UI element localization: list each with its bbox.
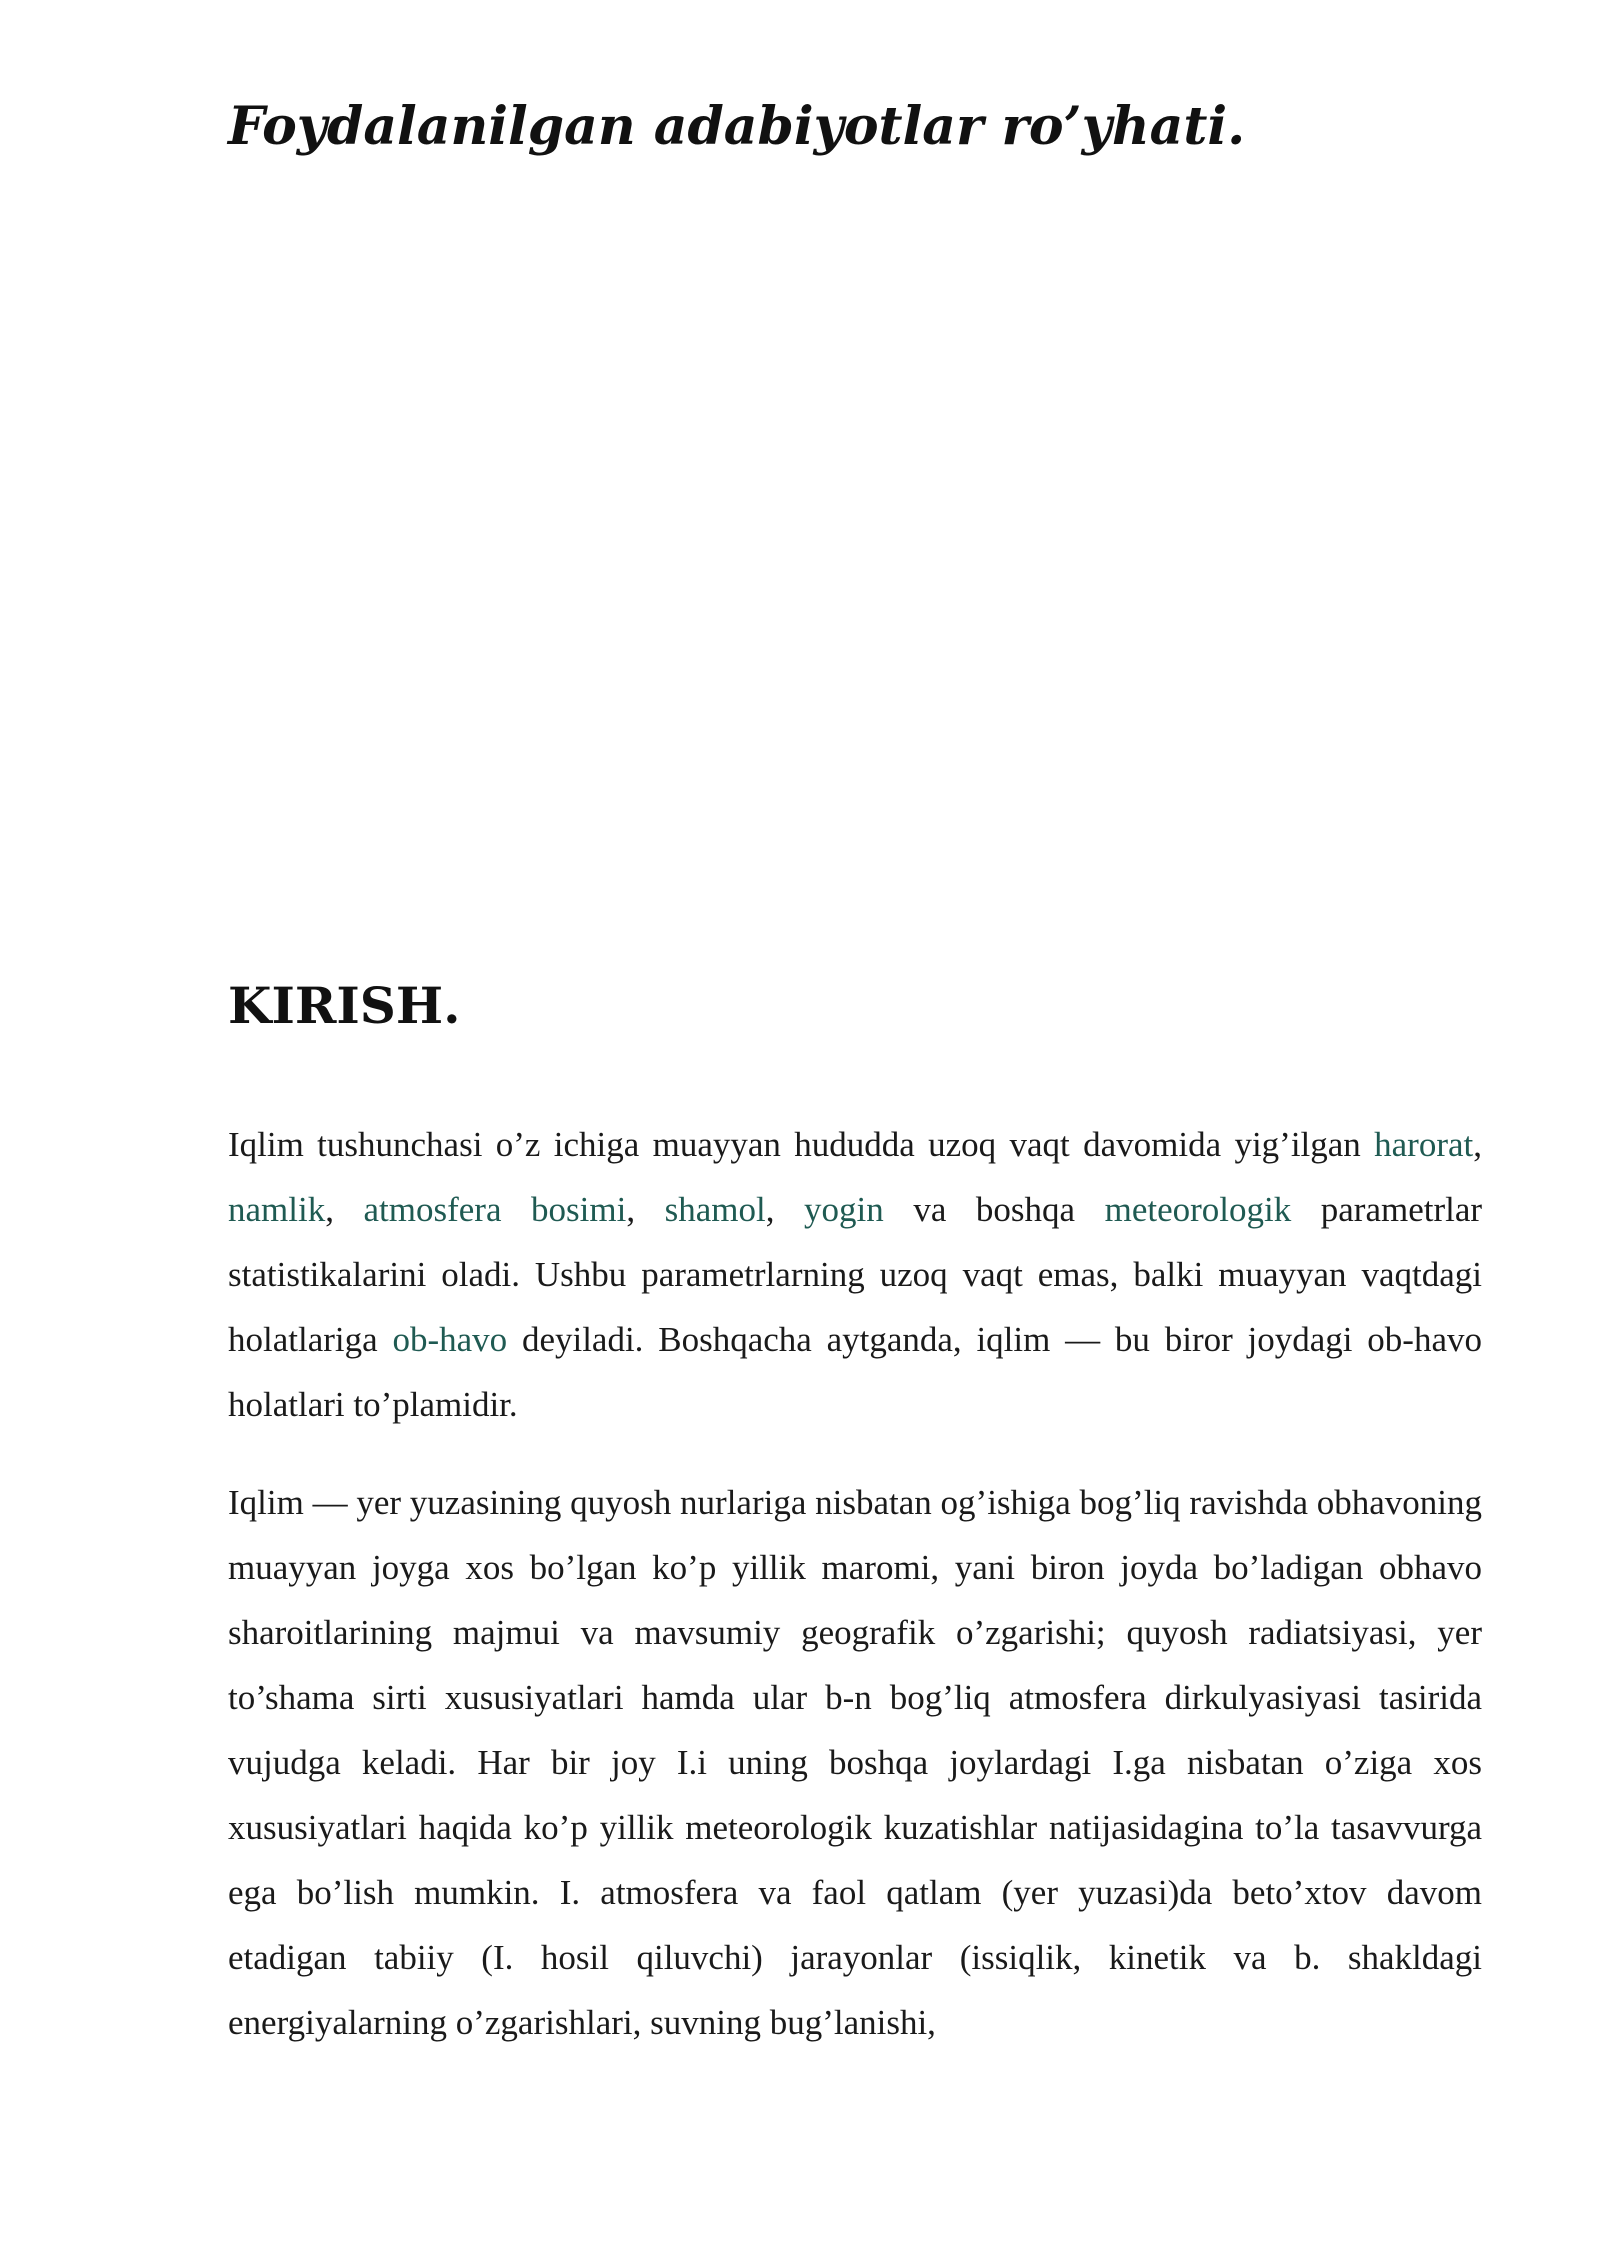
paragraph-text: ,	[626, 1190, 665, 1229]
link-ob-havo[interactable]: ob-havo	[392, 1320, 508, 1359]
references-heading: Foydalanilgan adabiyotlar ro’yhati.	[228, 96, 1246, 157]
link-namlik[interactable]: namlik	[228, 1190, 326, 1229]
introduction-heading: KIRISH.	[228, 976, 461, 1035]
link-meteorologik[interactable]: meteorologik	[1104, 1190, 1292, 1229]
link-yogin[interactable]: yogin	[804, 1190, 884, 1229]
paragraph-text: va boshqa	[883, 1190, 1105, 1229]
link-harorat[interactable]: harorat	[1374, 1125, 1474, 1164]
intro-paragraph-2: Iqlim — yer yuzasining quyosh nurlariga nisbatan og’ishiga bog’liq ravishda obhavoning muayyan joyga xos bo’lgan ko’p yillik maromi, yani biron joyda bo’ladigan obhavo sharoitlarining majmui va mavsumiy geografik o’zgarishi; quyosh radiatsiyasi, yer to’shama sirti xususiyatlari hamda ular b-n bog’liq atmosfera dirkulyasiyasi tasirida vujudga keladi. Har bir joy I.i uning boshqa joylardagi I.ga nisbatan o’ziga xos xususiyatlari haqida ko’p yillik meteorologik kuzatishlar natijasidagina to’la tasavvurga ega bo’lish mumkin. I. atmosfera va faol qatlam (yer yuzasi)da beto’xtov davom etadigan tabiiy (I. hosil qiluvchi) jarayonlar (issiqlik, kinetik va b. shakldagi energiyalarning o’zgarishlari, suvning bug’lanishi,	[228, 1483, 1482, 2042]
paragraph-text: ,	[765, 1190, 805, 1229]
paragraph-text: parametrlar statistikalarini oladi. Ushbu parametrlarning uzoq vaqt emas, balki muayyan vaqtdagi holatlariga	[228, 1190, 1483, 1359]
intro-paragraph-1	[228, 1112, 1482, 1437]
link-shamol[interactable]: shamol	[664, 1190, 766, 1229]
paragraph-text: ,	[325, 1190, 364, 1229]
link-atmosfera-bosimi[interactable]: atmosfera bosimi	[363, 1190, 627, 1229]
paragraph-text: ,	[1473, 1125, 1482, 1164]
paragraph-text: deyiladi. Boshqacha aytganda, iqlim — bu biror joydagi ob-havo holatlari to’plamidir.	[228, 1320, 1483, 1424]
paragraph-text: Iqlim tushunchasi o’z ichiga muayyan hududda uzoq vaqt davomida yig’ilgan	[228, 1125, 1375, 1164]
